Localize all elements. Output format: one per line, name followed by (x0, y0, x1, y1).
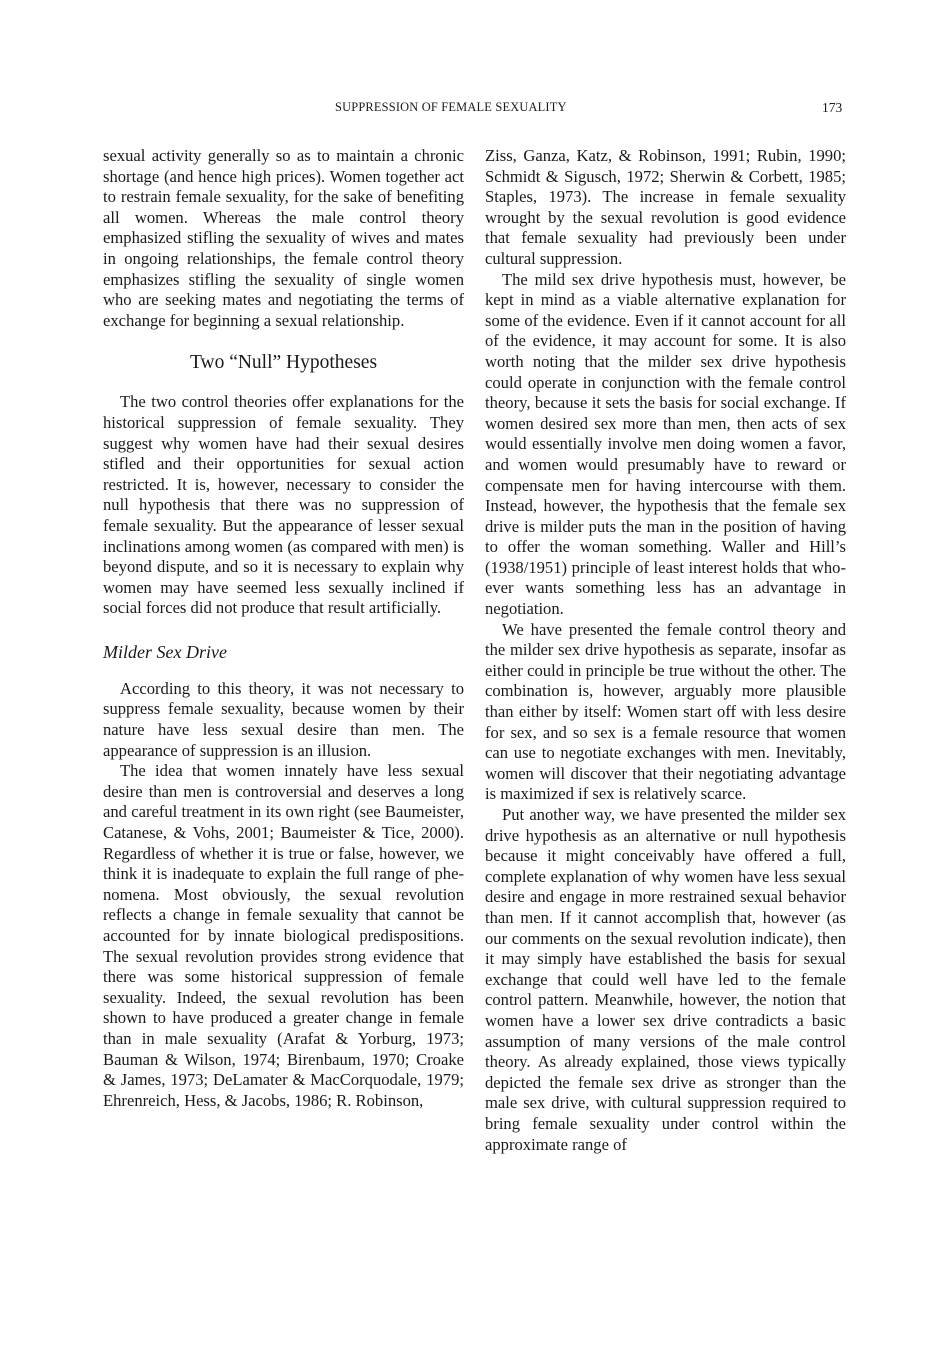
paragraph: The two control theories offer explanations for the historical suppression of female sexuality. They suggest why women have had their sexual desires stifled and their opportunities for sexual action restricted. It is, however, necessary to consider the null hypothesis that there was no suppression of female sexuality. But the appearance of lesser sexual inclinations among women (as compared with men) is beyond dispute, and so it is necessary to explain why women may have seemed less sexually inclined if social forces did not produce that result artificially. (103, 392, 464, 618)
section-heading: Two “Null” Hypotheses (189, 352, 378, 374)
paragraph: According to this theory, it was not necessary to suppress female sexuality, because women by their nature have less sexual desire than men. The appearance of suppression is an illusion. (103, 678, 464, 760)
right-column (485, 146, 846, 1155)
paragraph: The mild sex drive hypothesis must, however, be kept in mind as a viable alternative explanation for some of the evidence. Even if it cannot account for all of the evidence, it may account for some. It is also worth noting that the milder sex drive hypothesis could operate in conjunction with the female control theory, because it sets the basis for social exchange. If women desired sex more than men, then acts of sex would essentially involve men doing women a favor, and women would presumably have to reward or compensate men for having intercourse with them. Instead, however, the hypothesis that the female sex drive is milder puts the man in the position of having to offer the woman something. Waller and Hill’s (1938/​1951) principle of least interest holds that whoever wants something less has an advantage in negotiation. (485, 269, 846, 619)
paragraph: The idea that women innately have less sexual desire than men is controversial and deserves a long and careful treatment in its own right (see Baumeister, Catanese, & Vohs, 2001; Baumeister & Tice, 2000). Regardless of whether it is true or false, however, we think it is inadequate to explain the full range of phenomena. Most obviously, the sexual revolution reflects a change in female sexuality that cannot be accounted for by innate biological predispositions. The sexual revolution provides strong evidence that there was some historical suppression of female sexuality. Indeed, the sexual revolution has been shown to have produced a greater change in female than in male sexuality (Arafat & Yorburg, 1973; Bauman & Wilson, 1974; Birenbaum, 1970; Croake & James, 1973; DeLamater & MacCorquodale, 1979; Ehrenreich, Hess, & Jacobs, 1986; R. Robinson, (103, 761, 464, 1110)
page-number: 173 (822, 100, 843, 115)
left-column (103, 146, 464, 1111)
paragraph: We have presented the female control theory and the milder sex drive hypothesis as separate, insofar as either could in principle be true without the other. The combination is, however, arguably more plausible than either by itself: Women start off with less desire for sex, and so sex is a female resource that women can use to negotiate exchanges with men. Inevitably, women will discover that their negotiating advantage is maximized if sex is relatively scarce. (485, 619, 846, 804)
subsection-heading: Milder Sex Drive (103, 641, 227, 662)
running-head: SUPPRESSION OF FEMALE SEXUALITY (335, 100, 567, 114)
paragraph: Put another way, we have presented the milder sex drive hypothesis as an alternative or null hypothesis because it might conceivably have offered a full, complete explanation of why women have less sexual desire and engage in more restrained sexual behavior than men. If it cannot accomplish that, however (as our comments on the sexual revolution indicate), then it may simply have established the basis for sexual exchange that could well have led to the female control pattern. Meanwhile, however, the notion that women have a lower sex drive contradicts a basic assumption of many versions of the male control theory. As already explained, those views typically depicted the female sex drive as stronger than the male sex drive, with cultural suppression required to bring female sexuality under control within the approximate range of (485, 805, 846, 1154)
paragraph-continuation: sexual activity generally so as to maintain a chronic shortage (and hence high prices). Women together act to restrain female sexuality, for the sake of benefiting all women. Whereas the male control theory emphasized stifling the sexuality of wives and mates in ongoing relationships, the female control theory emphasizes stifling the sexuality of single women who are seeking mates and negotiating the terms of exchange for beginning a sexual relationship. (103, 146, 464, 330)
paragraph-continuation: Ziss, Ganza, Katz, & Robinson, 1991; Rubin, 1990; Schmidt & Sigusch, 1972; Sherwin & Corbett, 1985; Staples, 1973). The increase in female sexuality wrought by the sexual revolution is good evidence that female sexuality had previously been under cultural suppression. (485, 146, 846, 268)
